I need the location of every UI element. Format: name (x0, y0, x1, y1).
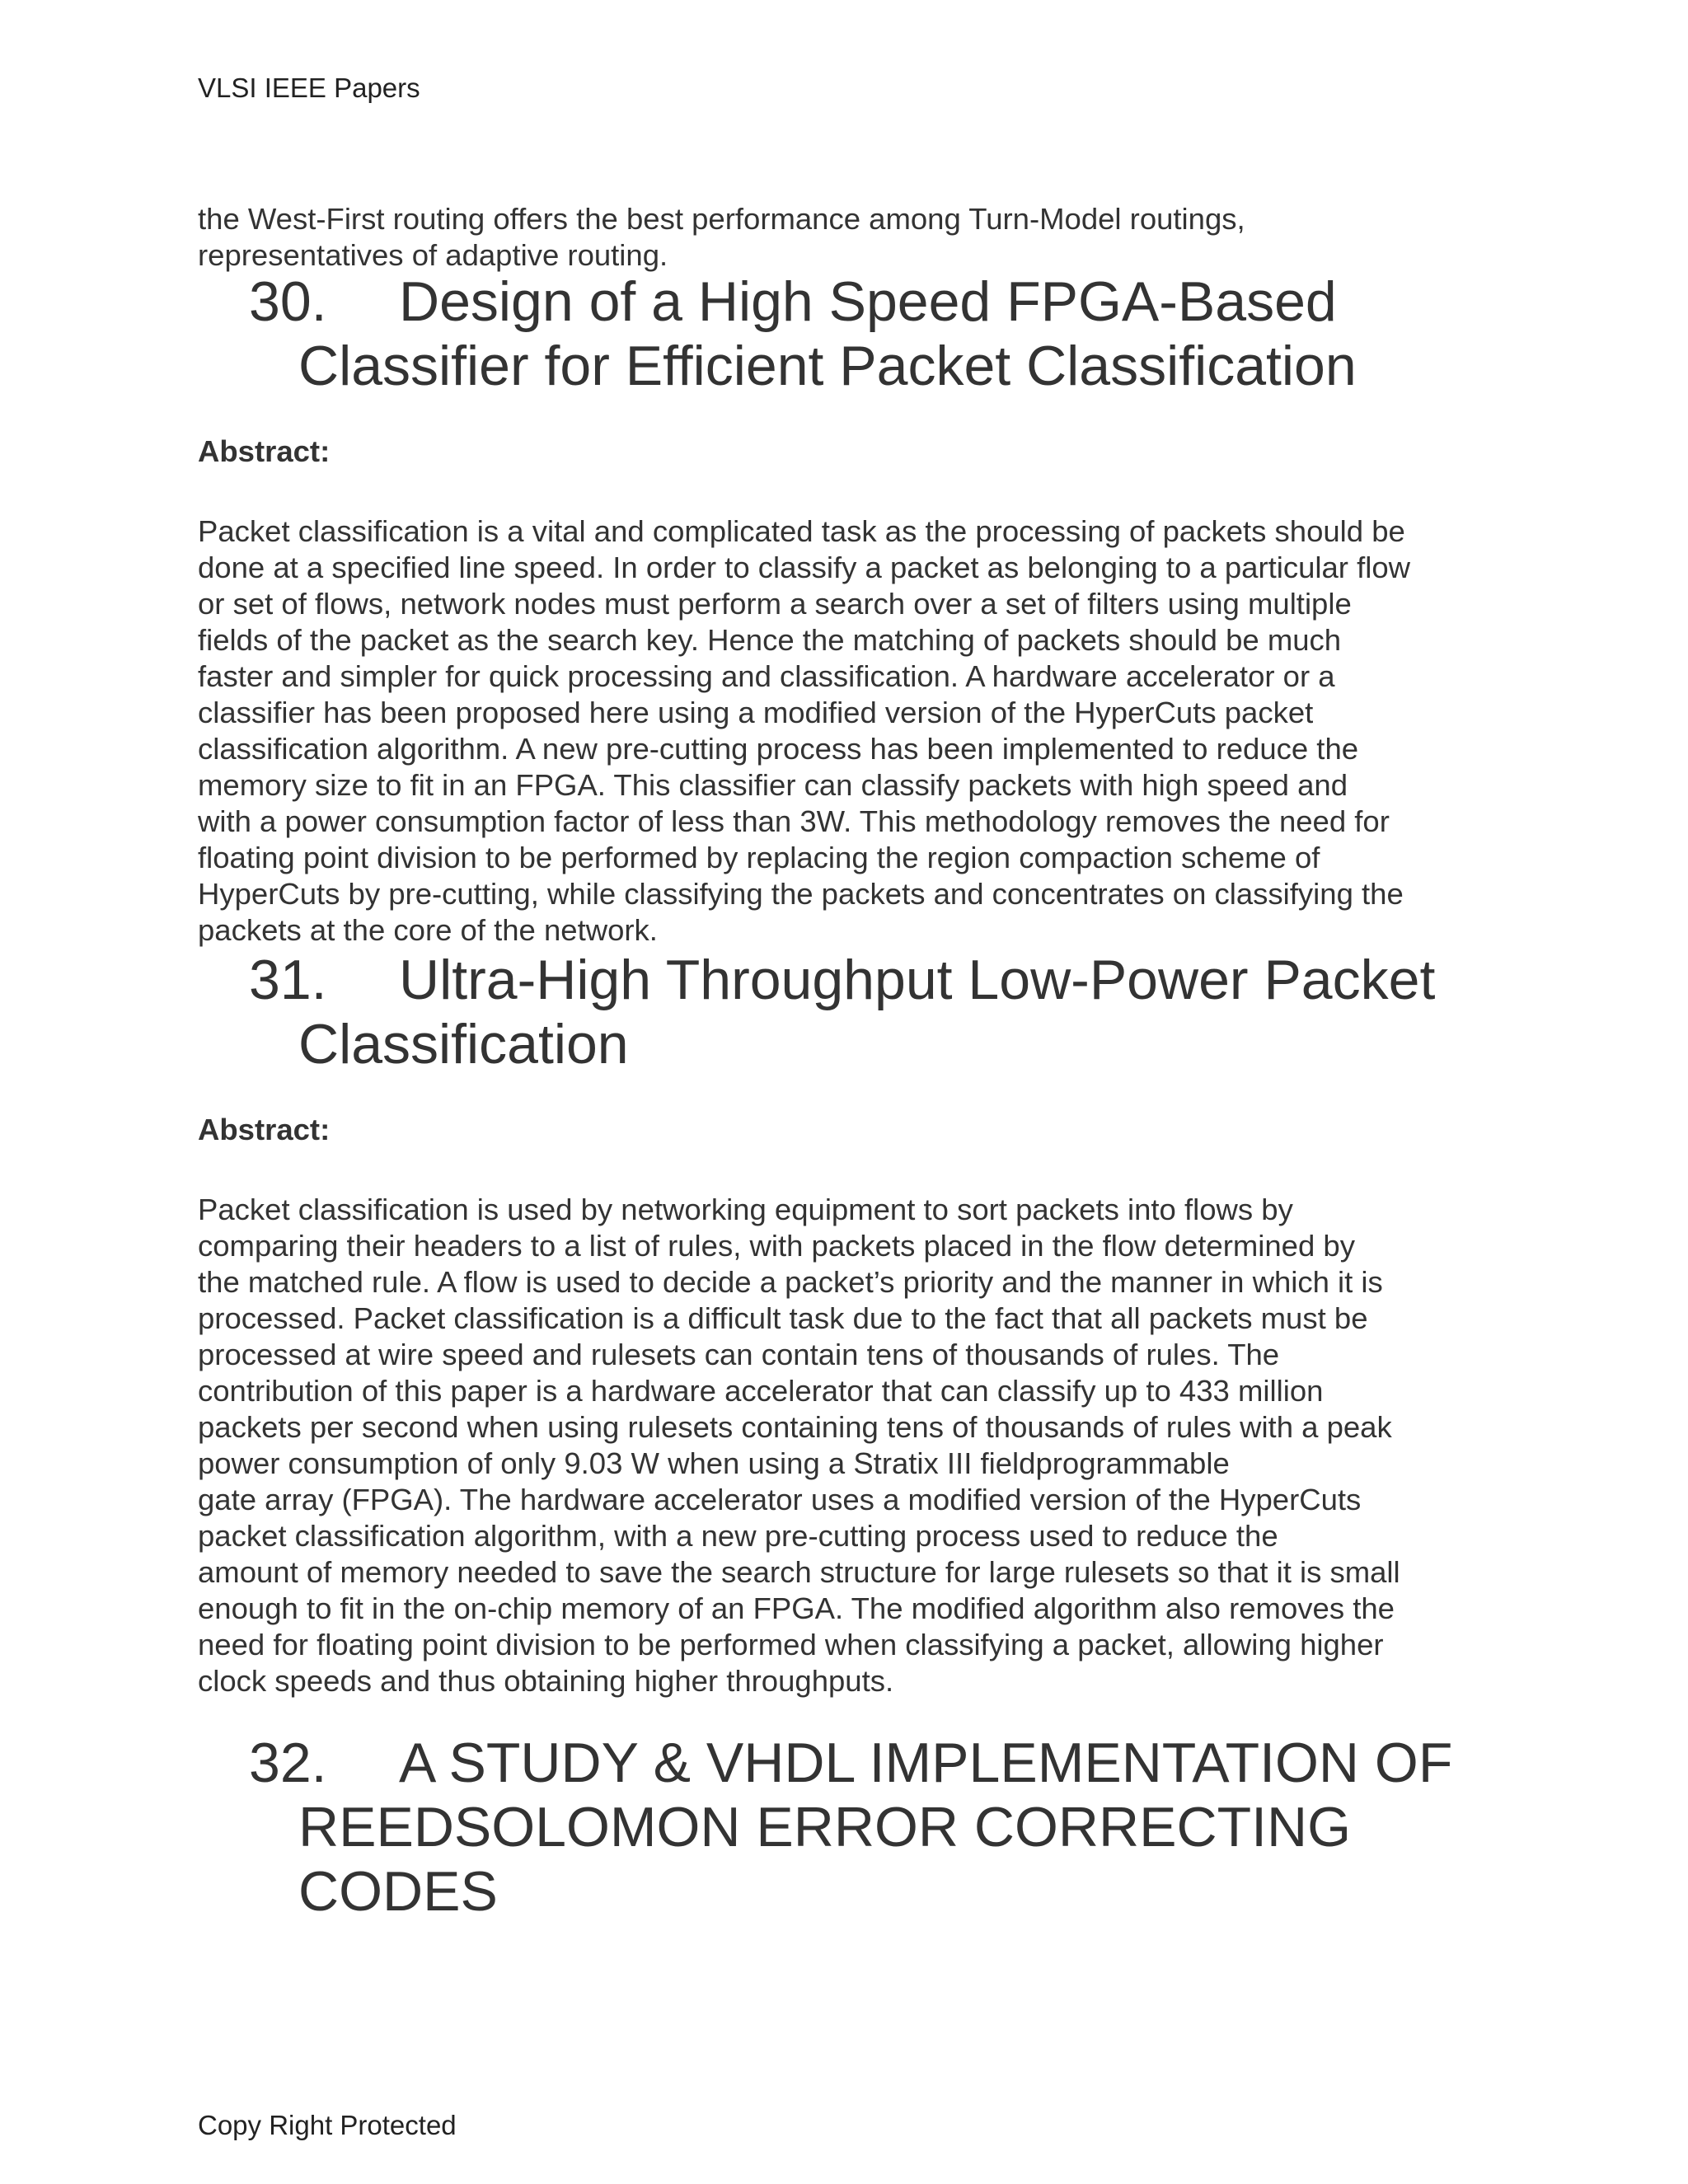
page-header: VLSI IEEE Papers (198, 73, 420, 103)
intro-paragraph (198, 201, 1500, 274)
text-line: need for floating point division to be performed when classifying a packet, allowing higher (198, 1628, 1384, 1661)
text-line: floating point division to be performed by replacing the region compaction scheme of (198, 841, 1320, 874)
section-heading-32 (198, 1731, 1452, 1924)
heading-text: Ultra-High Throughput Low-Power Packet (399, 949, 1436, 1011)
heading-line (198, 948, 1435, 1012)
text-line: clock speeds and thus obtaining higher throughputs. (198, 1664, 894, 1698)
text-line: Packet classification is a vital and complicated task as the processing of packets should be (198, 514, 1405, 548)
section-number: 32. (249, 1732, 327, 1794)
text-line: gate array (FPGA). The hardware accelerator uses a modified version of the HyperCuts (198, 1483, 1362, 1516)
text-line: processed at wire speed and rulesets can contain tens of thousands of rules. The (198, 1338, 1280, 1371)
abstract-paragraph-31 (198, 1192, 1500, 1699)
heading-line: Classification (298, 1013, 629, 1076)
section-heading-30 (198, 269, 1357, 398)
text-line: packet classification algorithm, with a new pre-cutting process used to reduce the (198, 1519, 1278, 1553)
abstract-label: Abstract: (198, 434, 331, 468)
heading-line: CODES (298, 1860, 498, 1923)
text-line: packets per second when using rulesets containing tens of thousands of rules with a peak (198, 1410, 1392, 1444)
text-line: amount of memory needed to save the search structure for large rulesets so that it is small (198, 1555, 1400, 1589)
section-number: 31. (249, 949, 327, 1011)
text-line: representatives of adaptive routing. (198, 238, 668, 272)
text-line: enough to fit in the on-chip memory of an FPGA. The modified algorithm also removes the (198, 1591, 1395, 1625)
text-line: comparing their headers to a list of rules, with packets placed in the flow determined by (198, 1229, 1355, 1263)
text-line: power consumption of only 9.03 W when using a Stratix III fieldprogrammable (198, 1446, 1230, 1480)
heading-line (198, 1731, 1452, 1795)
heading-line: Classifier for Efficient Packet Classification (298, 335, 1357, 397)
page-footer: Copy Right Protected (198, 2110, 457, 2140)
text-line: classification algorithm. A new pre-cutting process has been implemented to reduce the (198, 732, 1359, 766)
section-heading-31 (198, 948, 1435, 1076)
text-line: HyperCuts by pre-cutting, while classifying the packets and concentrates on classifying the (198, 877, 1404, 911)
abstract-paragraph-30 (198, 513, 1500, 949)
heading-text: A STUDY & VHDL IMPLEMENTATION OF (399, 1732, 1453, 1794)
text-line: packets at the core of the network. (198, 913, 658, 947)
text-line: or set of flows, network nodes must perform a search over a set of filters using multiple (198, 587, 1352, 621)
text-line: classifier has been proposed here using a modified version of the HyperCuts packet (198, 696, 1314, 729)
heading-line: REEDSOLOMON ERROR CORRECTING (298, 1796, 1351, 1858)
text-line: processed. Packet classification is a difficult task due to the fact that all packets must be (198, 1301, 1368, 1335)
text-line: the matched rule. A flow is used to decide a packet’s priority and the manner in which it is (198, 1265, 1383, 1299)
abstract-label: Abstract: (198, 1113, 331, 1146)
text-line: done at a specified line speed. In order to classify a packet as belonging to a particular flow (198, 551, 1411, 584)
text-line: fields of the packet as the search key. Hence the matching of packets should be much (198, 623, 1342, 657)
text-line: the West-First routing offers the best performance among Turn-Model routings, (198, 202, 1245, 236)
text-line: contribution of this paper is a hardware accelerator that can classify up to 433 million (198, 1374, 1324, 1408)
text-line: memory size to fit in an FPGA. This classifier can classify packets with high speed and (198, 768, 1348, 802)
text-line: faster and simpler for quick processing and classification. A hardware accelerator or a (198, 659, 1335, 693)
text-line: with a power consumption factor of less than 3W. This methodology removes the need for (198, 804, 1390, 838)
heading-text: Design of a High Speed FPGA-Based (399, 270, 1337, 333)
section-number: 30. (249, 270, 327, 333)
heading-line (198, 269, 1357, 334)
text-line: Packet classification is used by networking equipment to sort packets into flows by (198, 1193, 1293, 1226)
